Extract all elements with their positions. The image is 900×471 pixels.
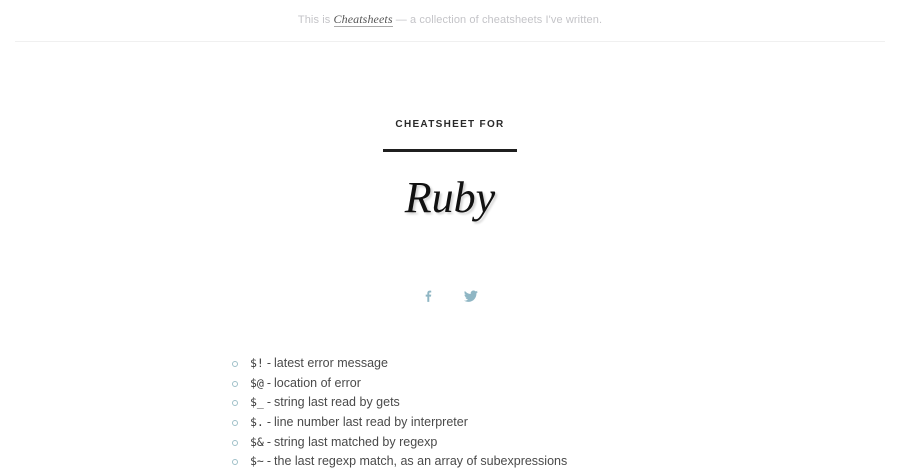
twitter-share-button[interactable] [464, 289, 478, 308]
header-divider [15, 41, 885, 42]
item-description: latest error message [274, 356, 388, 370]
item-description: string last matched by regexp [274, 434, 438, 449]
item-separator: - [266, 434, 272, 449]
item-separator: - [266, 356, 272, 370]
item-separator: - [266, 375, 272, 390]
item-description: string last read by gets [274, 395, 400, 410]
item-separator: - [266, 415, 272, 430]
bullet-icon [232, 440, 238, 446]
list-item [232, 393, 567, 413]
list-item [232, 452, 567, 471]
item-separator: - [266, 454, 272, 469]
item-description: line number last read by interpreter [274, 415, 468, 430]
bullet-icon [232, 400, 238, 406]
bullet-icon [232, 459, 238, 465]
bullet-icon [232, 361, 238, 367]
list-item [232, 433, 567, 453]
cheatsheet-list [232, 354, 567, 471]
site-tagline [0, 12, 900, 27]
page-kicker: CHEATSHEET FOR [395, 119, 505, 130]
list-item [232, 354, 567, 374]
tagline-prefix: This is [297, 14, 331, 26]
list-item [232, 374, 567, 394]
item-description: location of error [274, 375, 361, 390]
cheatsheets-home-link[interactable]: Cheatsheets [333, 12, 393, 26]
facebook-share-button[interactable] [424, 289, 434, 308]
item-code: $_ [250, 395, 264, 410]
page-title: Ruby [404, 173, 496, 222]
list-item [232, 413, 567, 433]
item-code: $@ [250, 375, 264, 390]
bullet-icon [232, 381, 238, 387]
item-separator: - [266, 395, 272, 410]
tagline-suffix: — a collection of cheatsheets I've written. [395, 14, 603, 26]
share-buttons [0, 289, 900, 305]
top-bar [0, 0, 900, 41]
facebook-icon [424, 289, 434, 303]
item-code: $! [250, 356, 264, 370]
twitter-icon [464, 289, 478, 303]
item-code: $& [250, 434, 264, 449]
item-code: $. [250, 415, 264, 430]
item-description: the last regexp match, as an array of subexpressions [274, 454, 568, 469]
item-code: $~ [250, 454, 264, 469]
kicker-rule [383, 149, 517, 152]
bullet-icon [232, 420, 238, 426]
